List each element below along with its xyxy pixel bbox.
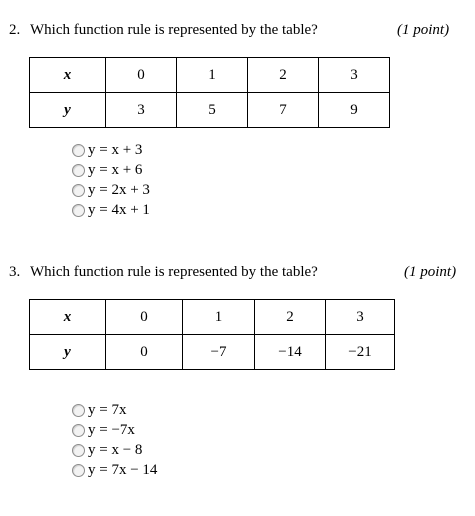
choice-option[interactable]: [72, 400, 157, 420]
choice-option[interactable]: [72, 180, 150, 200]
choice-option[interactable]: [72, 440, 157, 460]
radio-button[interactable]: [72, 164, 85, 177]
radio-button[interactable]: [72, 184, 85, 197]
radio-button[interactable]: [72, 424, 85, 437]
choice-label: y = 7x: [88, 401, 127, 418]
question-2-text: Which function rule is represented by the table?: [30, 22, 318, 38]
table-cell: −14: [255, 335, 326, 370]
table-cell: 0: [106, 300, 183, 335]
question-2-number: 2.: [9, 22, 21, 38]
table-cell: 9: [319, 93, 390, 128]
radio-button[interactable]: [72, 144, 85, 157]
question-2-points: (1 point): [397, 22, 450, 38]
choice-option[interactable]: [72, 140, 150, 160]
table-cell: 5: [177, 93, 248, 128]
question-2-choices: [72, 140, 150, 220]
table-cell: 2: [248, 58, 319, 93]
choice-label: y = x + 6: [88, 161, 143, 178]
table-header-x: x: [30, 58, 106, 93]
table-row-y: [30, 93, 390, 128]
table-cell: 3: [319, 58, 390, 93]
choice-label: y = −7x: [88, 421, 135, 438]
table-cell: 0: [106, 335, 183, 370]
question-3-number: 3.: [9, 264, 21, 280]
table-cell: 3: [326, 300, 395, 335]
radio-button[interactable]: [72, 444, 85, 457]
table-cell: −21: [326, 335, 395, 370]
choice-label: y = 2x + 3: [88, 181, 150, 198]
table-cell: 3: [106, 93, 177, 128]
table-cell: 1: [177, 58, 248, 93]
table-row-x: [30, 300, 395, 335]
question-3-table: [29, 299, 395, 370]
radio-button[interactable]: [72, 404, 85, 417]
choice-label: y = x − 8: [88, 441, 143, 458]
table-row-x: [30, 58, 390, 93]
table-cell: 7: [248, 93, 319, 128]
table-cell: 1: [183, 300, 255, 335]
choice-label: y = 7x − 14: [88, 461, 158, 478]
choice-option[interactable]: [72, 460, 157, 480]
question-3-text: Which function rule is represented by the table?: [30, 264, 318, 280]
question-3-points: (1 point): [404, 264, 457, 280]
table-header-x: x: [30, 300, 106, 335]
choice-option[interactable]: [72, 160, 150, 180]
table-header-y: y: [30, 335, 106, 370]
choice-label: y = x + 3: [88, 141, 143, 158]
radio-button[interactable]: [72, 204, 85, 217]
table-cell: 2: [255, 300, 326, 335]
table-row-y: [30, 335, 395, 370]
table-cell: −7: [183, 335, 255, 370]
table-cell: 0: [106, 58, 177, 93]
choice-option[interactable]: [72, 200, 150, 220]
question-2-table: [29, 57, 390, 128]
choice-option[interactable]: [72, 420, 157, 440]
choice-label: y = 4x + 1: [88, 201, 150, 218]
question-3-choices: [72, 400, 157, 480]
radio-button[interactable]: [72, 464, 85, 477]
table-header-y: y: [30, 93, 106, 128]
